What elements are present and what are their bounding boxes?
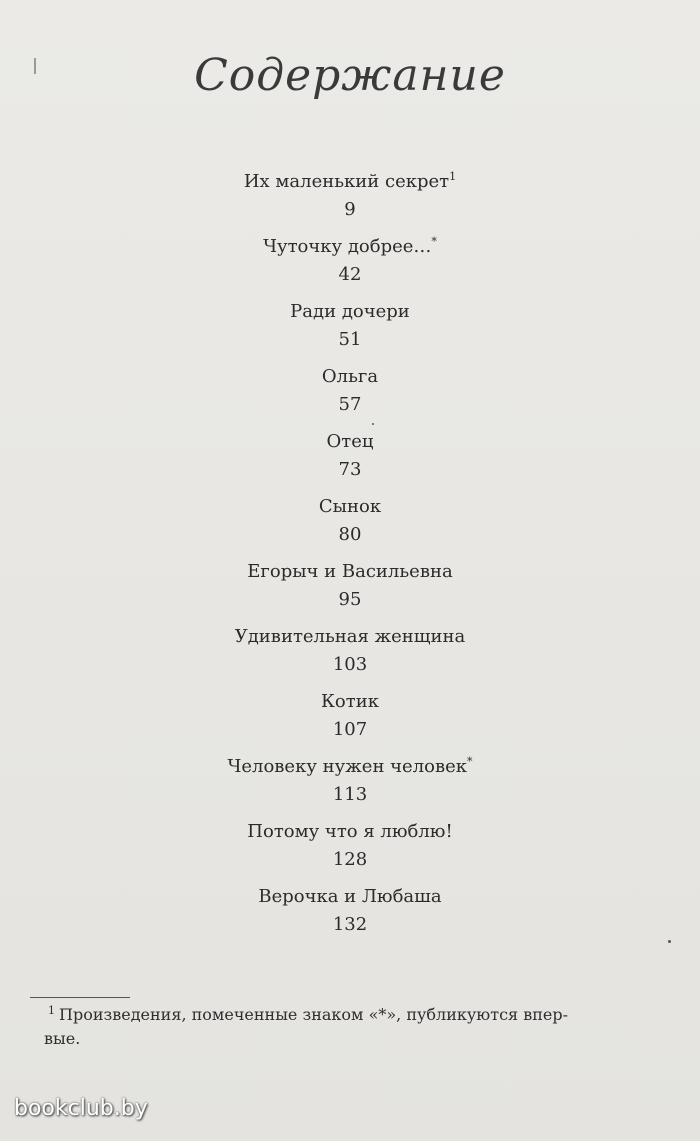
page-title: Содержание <box>194 50 506 101</box>
toc-entry <box>0 690 700 742</box>
toc-entry-title: Чуточку добрее…* <box>263 235 437 257</box>
toc-entry-mark: 1 <box>449 170 457 183</box>
toc-entry-page: 128 <box>332 849 368 870</box>
toc-entry-page: 132 <box>332 914 368 935</box>
toc-entry <box>0 235 700 287</box>
toc-entry-title: Отец <box>326 431 374 452</box>
footnote-line-2: вые. <box>44 1029 81 1048</box>
toc-entry-page: 107 <box>332 719 368 740</box>
toc-entry-title: Их маленький секрет$^1$ <box>243 170 457 192</box>
footnote <box>44 1003 648 1051</box>
toc-entry-title: Сынок <box>318 496 382 517</box>
toc-entry <box>0 560 700 612</box>
toc-entry-page: 95 <box>338 589 362 610</box>
toc-entry <box>0 625 700 677</box>
toc-entry-page: 42 <box>338 264 362 285</box>
toc-entry-title: Удивительная женщина <box>234 626 466 647</box>
toc-entry <box>0 495 700 547</box>
toc-entry <box>0 430 700 482</box>
toc-entry <box>0 885 700 937</box>
toc-entry-page: 113 <box>332 784 368 805</box>
toc-entry <box>0 755 700 807</box>
footnote-mark: 1 <box>48 1003 55 1017</box>
watermark: bookclub.by <box>14 1096 148 1121</box>
footnote-line-1: Произведения, помеченные знаком «*», публикуются впер- <box>59 1005 568 1024</box>
toc-entry-title: Котик <box>321 691 379 712</box>
toc-entry-mark: * <box>431 235 437 248</box>
toc-entry-title: Ольга <box>321 366 379 387</box>
toc-entry <box>0 170 700 222</box>
footnote-rule <box>30 997 130 998</box>
toc-entry-title: Потому что я люблю! <box>247 821 453 842</box>
toc-entry <box>0 365 700 417</box>
toc-entry-page: 103 <box>332 654 368 675</box>
toc-entry <box>0 820 700 872</box>
toc-entry-page: 51 <box>338 329 362 350</box>
toc-entry <box>0 300 700 352</box>
toc-entry-title: Егорыч и Васильевна <box>247 561 453 582</box>
toc-entry-mark: * <box>467 755 473 768</box>
toc-entry-title: Ради дочери <box>290 301 410 322</box>
toc-entry-page: 73 <box>338 459 362 480</box>
paper-speck <box>372 423 374 425</box>
toc-entry-page: 9 <box>344 199 356 220</box>
toc-entry-title: Верочка и Любаша <box>258 886 442 907</box>
paper-speck <box>668 940 671 943</box>
toc-entry-page: 80 <box>338 524 362 545</box>
toc-entry-page: 57 <box>338 394 362 415</box>
toc-entry-title: Человеку нужен человек* <box>227 755 473 777</box>
